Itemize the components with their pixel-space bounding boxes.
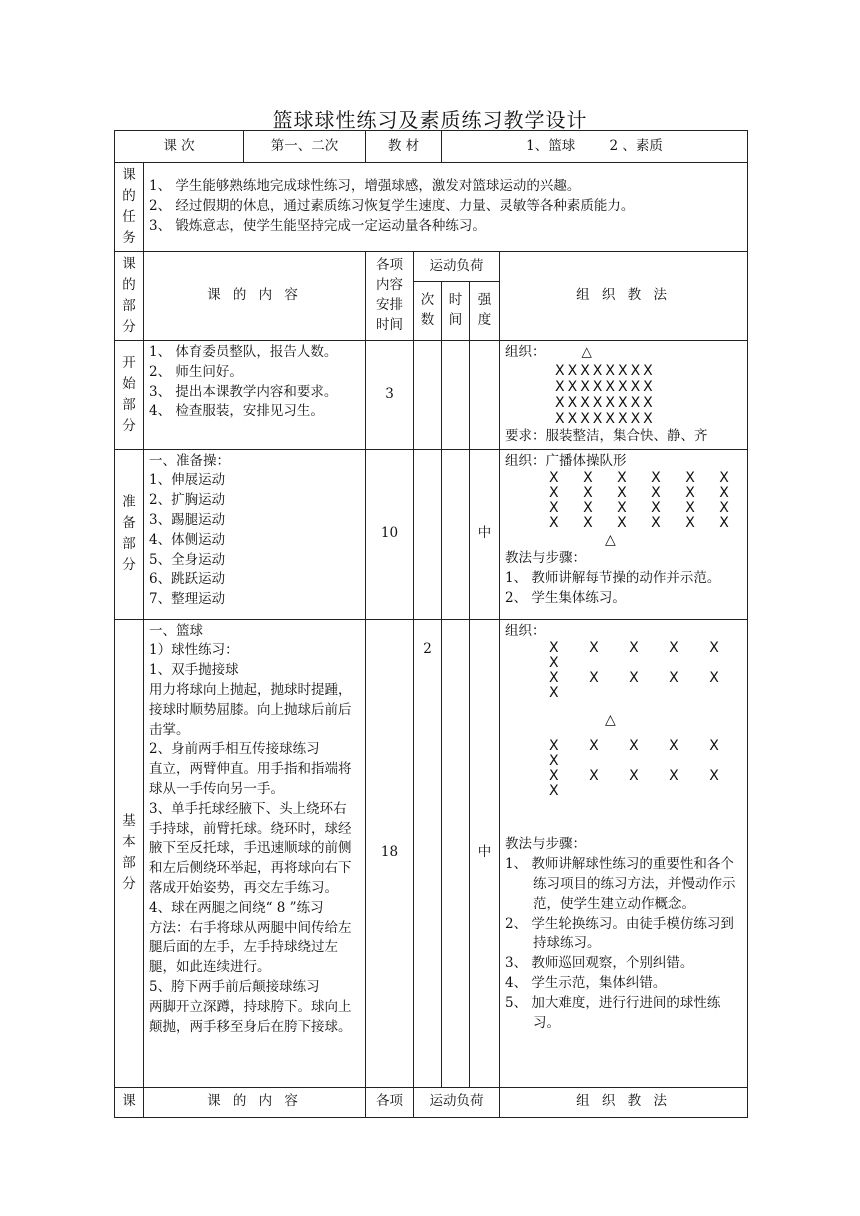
start-part-label: 开 始 部 分	[115, 341, 144, 450]
basic-part-label: 基 本 部 分	[115, 619, 144, 1087]
continued-part-label: 课	[115, 1087, 144, 1117]
content-line: 6、跳跃运动	[149, 571, 226, 588]
task-line: 3、 锻炼意志，使学生能坚持完成一定运动量各种练习。	[149, 217, 486, 234]
content-line: 用力将球向上抛起，抛球时提踵，接球时顺势屈膝。向上抛球后前后击掌。	[149, 681, 352, 738]
material-label: 教 材	[366, 131, 442, 163]
formation-row: XXXXXXXX	[555, 362, 656, 379]
formation-row: X X X X X X	[549, 768, 732, 800]
student-formation	[505, 363, 742, 427]
column-header-row	[115, 252, 748, 282]
step-item: 4、 学生示范，集体纠错。	[505, 974, 667, 991]
continued-load-header: 运动负荷	[414, 1087, 500, 1117]
lesson-header-row	[115, 131, 748, 163]
intensity-subheader: 强 度	[470, 282, 500, 341]
prep-section-row	[115, 449, 748, 619]
start-intensity	[470, 341, 500, 450]
student-formation-bottom	[505, 739, 742, 799]
time-column-header: 各项 内容 安排 时间	[366, 252, 414, 341]
formation-row: X X X X X X	[549, 738, 732, 770]
content-line: 3、踢腿运动	[149, 511, 226, 528]
formation-row: X X X X X X	[549, 500, 739, 517]
prep-part-label: 准 备 部 分	[115, 449, 144, 619]
prep-content	[144, 449, 366, 619]
formation-row: XXXXXXXX	[555, 410, 656, 427]
teacher-marker-icon: △	[605, 532, 616, 549]
continued-method-header: 组 织 教 法	[500, 1087, 748, 1117]
content-line: 3、单手托球经腋下、头上绕环右手持球，前臂托球。绕环时，球经腋下至反托球，手迅速顺球的前侧和左后侧绕环举起，再将球向右下落成开始姿势，再交左手练习。	[149, 800, 352, 896]
content-line: 1、双手抛接球	[149, 662, 239, 679]
formation-row: X X X X X X	[549, 485, 739, 502]
continued-time-header: 各项	[366, 1087, 414, 1117]
step-item: 3、 教师巡回观察，个别纠错。	[505, 955, 694, 972]
load-column-header: 运动负荷	[414, 252, 500, 282]
start-count	[414, 341, 442, 450]
steps-label: 教法与步骤：	[505, 836, 587, 853]
formation-row: X X X X X X	[549, 515, 739, 532]
basic-duration	[442, 619, 470, 1087]
content-line: 2、 师生问好。	[149, 363, 243, 380]
formation-row: XXXXXXXX	[555, 394, 656, 411]
step-item: 1、 教师讲解每节操的动作并示范。	[505, 570, 721, 587]
basic-count: 2	[414, 619, 442, 1087]
content-line: 2、扩胸运动	[149, 492, 226, 509]
lesson-plan-table	[114, 130, 748, 1118]
step-item: 1、 教师讲解球性练习的重要性和各个练习项目的练习方法，并慢动作示范，使学生建立动作概念。	[505, 856, 736, 912]
step-item: 2、 学生集体练习。	[505, 589, 626, 606]
content-line: 2、身前两手相互传接球练习	[149, 741, 320, 758]
content-line: 4、 检查服装，安排见习生。	[149, 403, 324, 420]
prep-time: 10	[366, 449, 414, 619]
start-duration	[442, 341, 470, 450]
continued-content-header: 课 的 内 容	[144, 1087, 366, 1117]
formation-row: X X X X X X	[549, 640, 732, 672]
content-line: 直立，两臂伸直。用手指和指端将球从一手传向另一手。	[149, 761, 352, 797]
org-label: 组织： △	[505, 344, 592, 360]
basic-method	[500, 619, 748, 1087]
content-line: 一、篮球	[149, 622, 203, 639]
content-line: 一、准备操：	[149, 452, 230, 469]
content-line: 1、 体育委员整队，报告人数。	[149, 344, 338, 360]
formation-row: X X X X X X	[549, 470, 739, 487]
content-line: 方法：右手将球从两腿中间传给左腿后面的左手，左手持球绕过左腿，如此连续进行。	[149, 919, 352, 976]
lesson-number-value: 第一、二次	[244, 131, 366, 163]
content-line: 4、球在两腿之间绕“ 8 ”练习	[149, 899, 324, 916]
basic-time: 18	[366, 619, 414, 1087]
prep-count	[414, 449, 442, 619]
content-line: 4、体侧运动	[149, 531, 226, 548]
content-column-header: 课 的 内 容	[144, 252, 366, 341]
start-section-row	[115, 341, 748, 450]
teacher-marker-icon: △	[605, 712, 616, 729]
lesson-task-row	[115, 163, 748, 252]
material-value: 1、篮球 2 、素质	[442, 131, 748, 163]
steps-label: 教法与步骤：	[505, 550, 587, 567]
start-time: 3	[366, 341, 414, 450]
student-formation-top	[505, 641, 742, 701]
org-label: 组织：	[505, 622, 546, 639]
part-column-header: 课 的 部 分	[115, 252, 144, 341]
method-column-header: 组 织 教 法	[500, 252, 748, 341]
duration-subheader: 时 间	[442, 282, 470, 341]
content-line: 1、伸展运动	[149, 472, 226, 489]
task-line: 1、 学生能够熟练地完成球性练习，增强球感，激发对篮球运动的兴趣。	[149, 178, 581, 195]
basic-content	[144, 619, 366, 1087]
lesson-number-label: 课 次	[115, 131, 244, 163]
page-title: 篮球球性练习及素质练习教学设计	[272, 108, 588, 132]
prep-method	[500, 449, 748, 619]
start-content	[144, 341, 366, 450]
org-label: 组织：广播体操队形	[505, 452, 627, 469]
student-formation	[505, 471, 742, 531]
prep-intensity: 中	[470, 449, 500, 619]
content-line: 1）球性练习：	[149, 642, 239, 659]
step-item: 2、 学生轮换练习。由徒手模仿练习到持球练习。	[505, 915, 734, 952]
content-line: 两脚开立深蹲，持球胯下。球向上颠抛，两手移至身后在胯下接球。	[149, 998, 352, 1035]
requirement-text: 要求：服装整洁，集合快、静、齐	[505, 427, 708, 444]
content-line: 5、胯下两手前后颠接球练习	[149, 978, 320, 995]
formation-row: X X X X X X	[549, 670, 732, 702]
prep-duration	[442, 449, 470, 619]
task-content	[144, 163, 748, 252]
task-line: 2、 经过假期的休息，通过素质练习恢复学生速度、力量、灵敏等各种素质能力。	[149, 198, 635, 215]
content-line: 7、整理运动	[149, 591, 226, 608]
basic-section-row	[115, 619, 748, 1087]
step-item: 5、 加大难度，进行行进间的球性练习。	[505, 994, 721, 1031]
content-line: 5、全身运动	[149, 551, 226, 568]
formation-row: XXXXXXXX	[555, 378, 656, 395]
basic-intensity: 中	[470, 619, 500, 1087]
task-label: 课 的 任 务	[115, 163, 144, 252]
start-method	[500, 341, 748, 450]
content-line: 3、 提出本课教学内容和要求。	[149, 383, 338, 400]
teacher-marker-icon: △	[581, 344, 592, 360]
continued-header-row	[115, 1087, 748, 1117]
count-subheader: 次 数	[414, 282, 442, 341]
